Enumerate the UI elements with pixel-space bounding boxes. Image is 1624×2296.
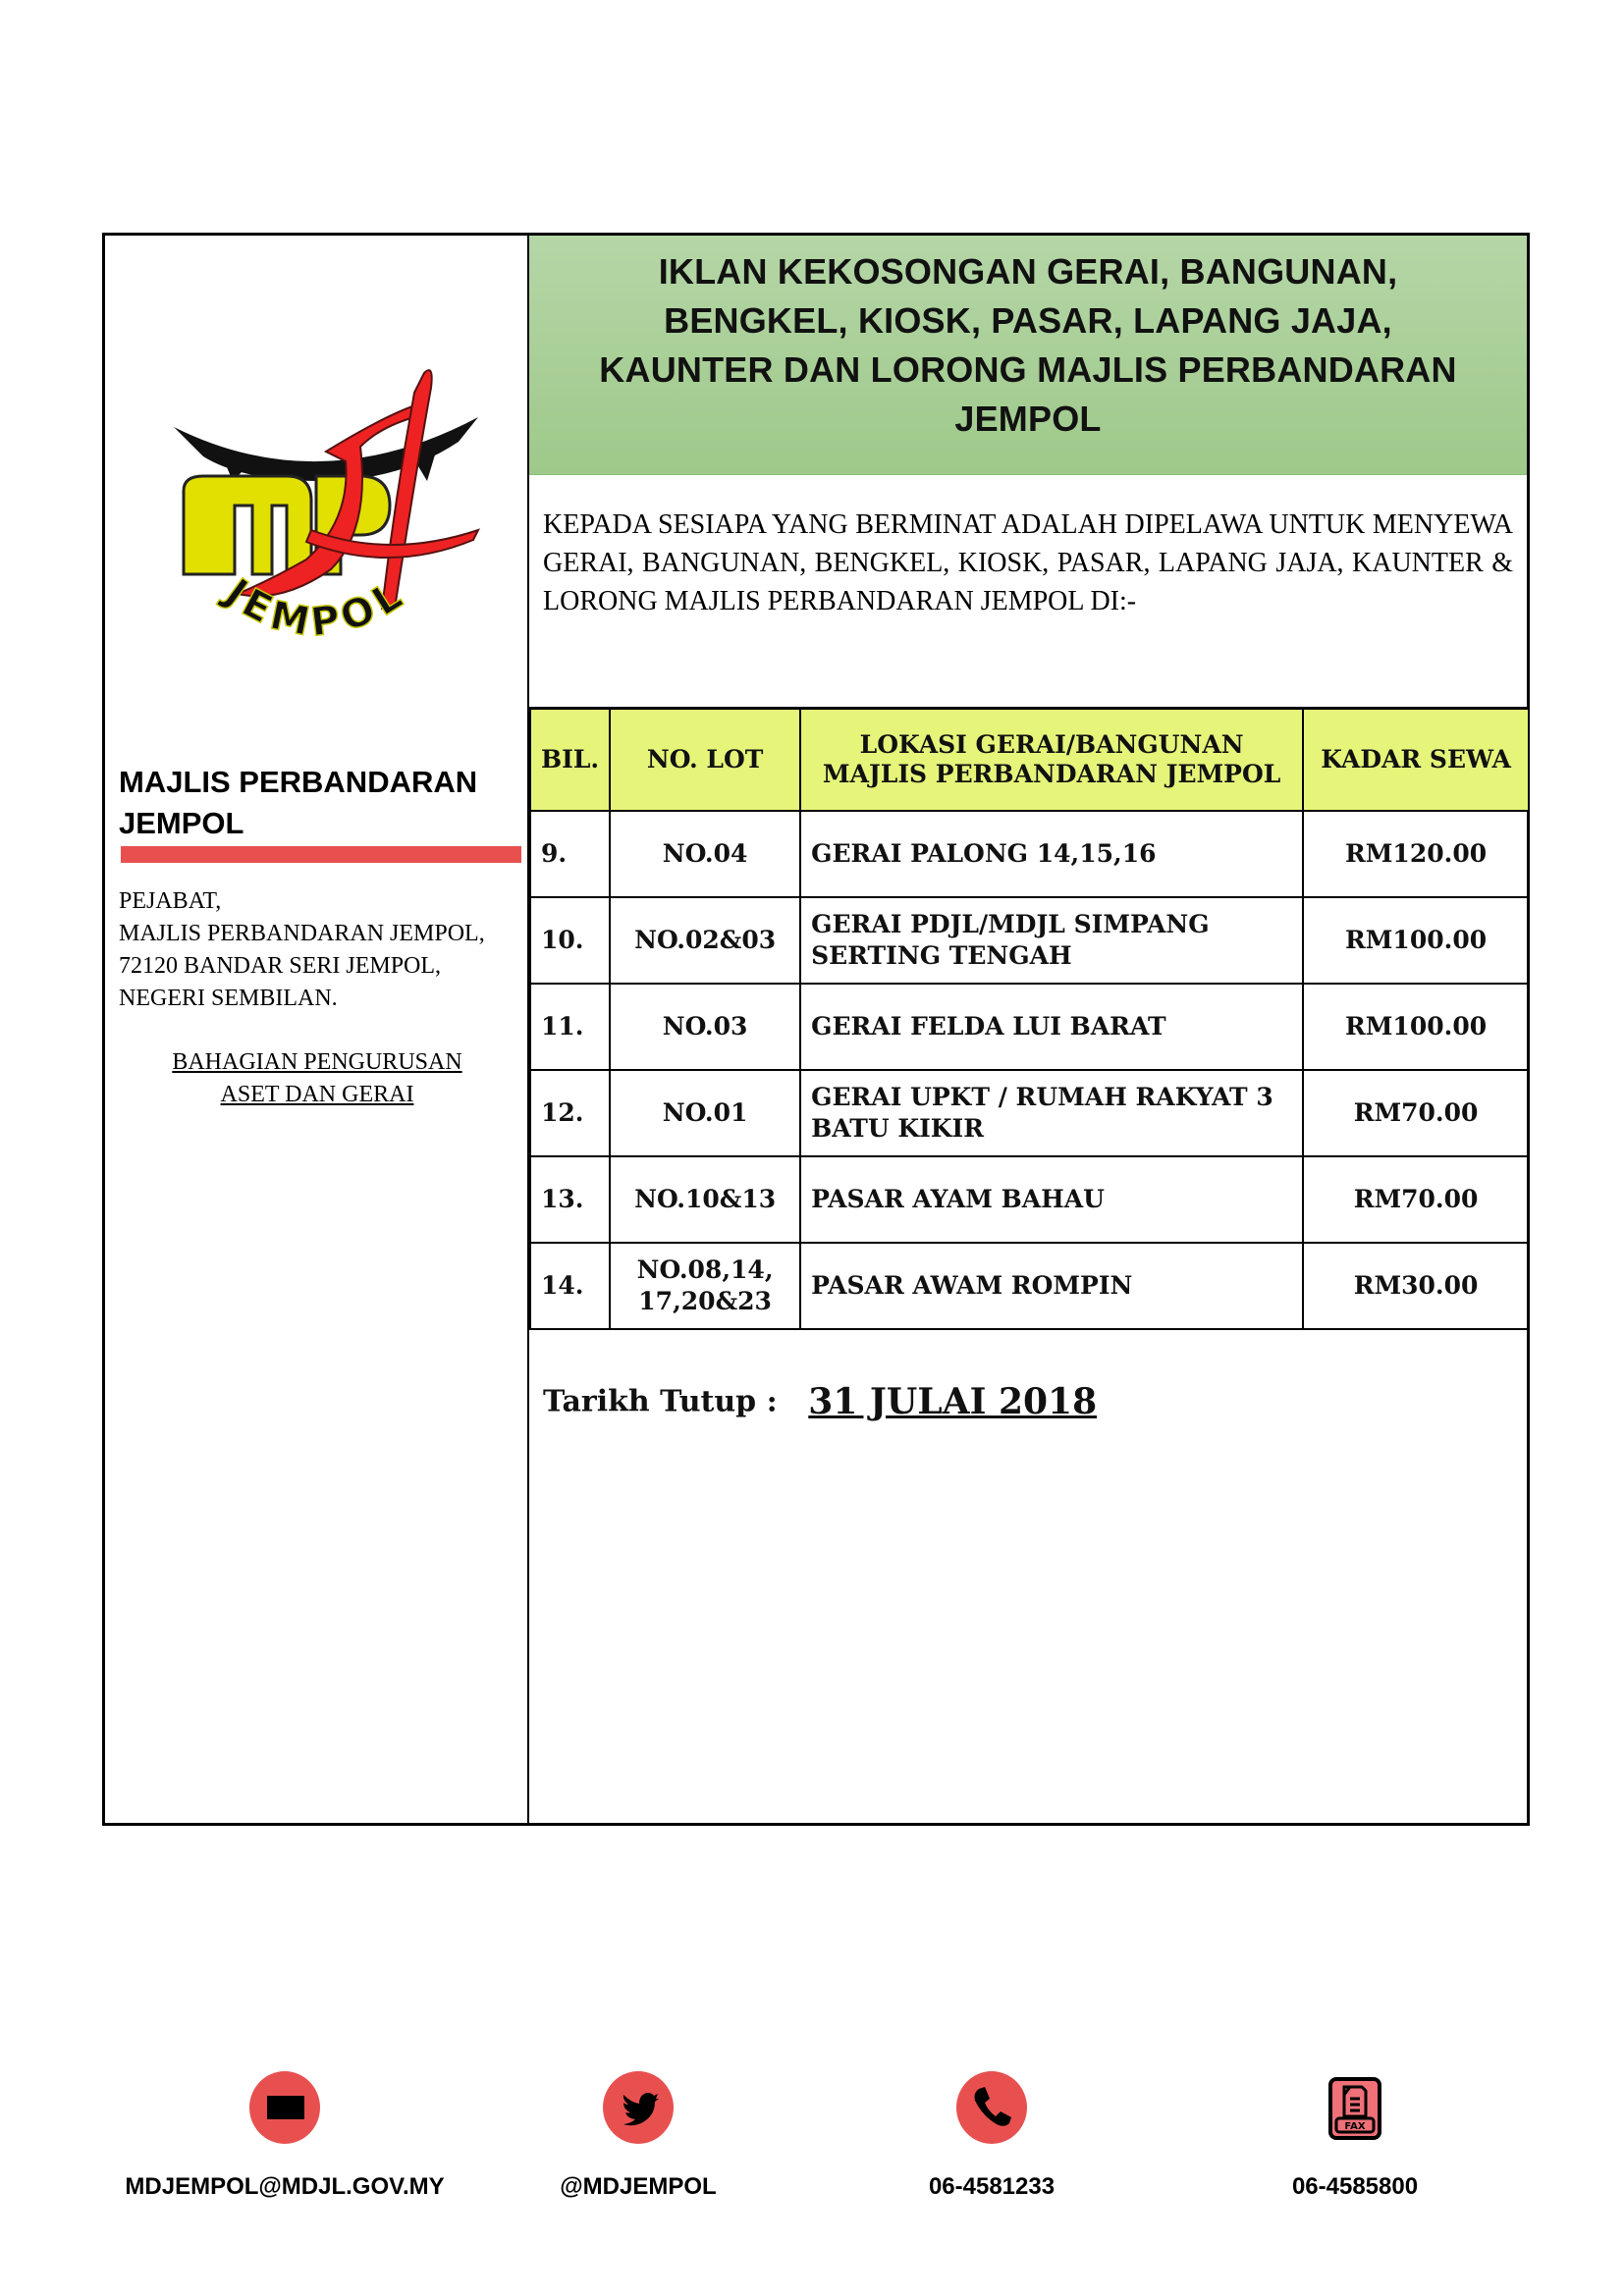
cell-bil: 14. xyxy=(530,1243,610,1329)
cell-lot: NO.02&03 xyxy=(610,897,800,984)
mpj-logo-icon xyxy=(164,334,498,667)
org-name-line1: MAJLIS PERBANDARAN xyxy=(119,765,478,799)
title-line: BENGKEL, KIOSK, PASAR, LAPANG JAJA, xyxy=(664,300,1392,341)
closing-label: Tarikh Tutup : xyxy=(543,1384,778,1419)
email-icon xyxy=(248,2071,321,2144)
division-line2: ASET DAN GERAI xyxy=(220,1082,414,1107)
address-line: PEJABAT, xyxy=(119,888,222,914)
cell-location: GERAI UPKT / RUMAH RAKYAT 3 BATU KIKIR xyxy=(800,1070,1303,1156)
phone-number[interactable]: 06-4581233 xyxy=(928,2173,1056,2200)
table-row xyxy=(530,1243,1529,1329)
address-line: NEGERI SEMBILAN. xyxy=(119,986,338,1011)
cell-bil: 9. xyxy=(530,811,610,897)
table-row xyxy=(530,811,1529,897)
cell-rate: RM30.00 xyxy=(1303,1243,1529,1329)
notice-frame xyxy=(102,233,1530,1826)
cell-location: GERAI PALONG 14,15,16 xyxy=(800,811,1303,897)
closing-date: 31 JULAI 2018 xyxy=(808,1381,1098,1422)
twitter-handle[interactable]: @MDJEMPOL xyxy=(560,2173,717,2200)
header-rate: KADAR SEWA xyxy=(1303,709,1529,812)
org-name xyxy=(119,762,512,844)
contact-twitter xyxy=(511,2071,766,2201)
division-name xyxy=(105,1046,529,1111)
email-address[interactable]: MDJEMPOL@MDJL.GOV.MY xyxy=(125,2173,445,2200)
lots-table xyxy=(529,707,1530,1330)
title-line: IKLAN KEKOSONGAN GERAI, BANGUNAN, xyxy=(658,251,1398,292)
cell-bil: 10. xyxy=(530,897,610,984)
red-divider xyxy=(121,846,521,863)
cell-rate: RM70.00 xyxy=(1303,1156,1529,1243)
contact-phone xyxy=(864,2071,1119,2201)
fax-number: 06-4585800 xyxy=(1291,2173,1419,2200)
cell-lot: NO.01 xyxy=(610,1070,800,1156)
table-header-row xyxy=(530,709,1529,812)
twitter-icon xyxy=(602,2071,675,2144)
table-row xyxy=(530,984,1529,1070)
division-line1: BAHAGIAN PENGURUSAN xyxy=(172,1049,462,1075)
table-row xyxy=(530,1156,1529,1243)
fax-icon-label: FAX xyxy=(1344,2121,1366,2132)
main-content xyxy=(529,236,1527,1823)
header-lot: NO. LOT xyxy=(610,709,800,812)
fax-icon xyxy=(1319,2071,1391,2144)
cell-rate: RM70.00 xyxy=(1303,1070,1529,1156)
table-row xyxy=(530,897,1529,984)
address-line: MAJLIS PERBANDARAN JEMPOL, xyxy=(119,921,485,946)
cell-location: GERAI PDJL/MDJL SIMPANG SERTING TENGAH xyxy=(800,897,1303,984)
cell-lot: NO.08,14, 17,20&23 xyxy=(610,1243,800,1329)
cell-location: PASAR AYAM BAHAU xyxy=(800,1156,1303,1243)
org-name-line2: JEMPOL xyxy=(119,806,244,840)
title-banner xyxy=(529,236,1527,475)
cell-rate: RM100.00 xyxy=(1303,984,1529,1070)
cell-bil: 11. xyxy=(530,984,610,1070)
cell-lot: NO.10&13 xyxy=(610,1156,800,1243)
intro-paragraph: KEPADA SESIAPA YANG BERMINAT ADALAH DIPELAWA UNTUK MENYEWA GERAI, BANGUNAN, BENGKEL, KIOSK, PASAR, LAPANG JAJA, KAUNTER & LORONG MAJLIS PERBANDARAN JEMPOL DI:- xyxy=(543,509,1513,616)
contact-fax xyxy=(1227,2071,1483,2201)
sidebar xyxy=(105,236,529,1823)
contact-email xyxy=(118,2071,452,2201)
phone-icon xyxy=(955,2071,1028,2144)
cell-location: PASAR AWAM ROMPIN xyxy=(800,1243,1303,1329)
table-row xyxy=(530,1070,1529,1156)
header-bil: BIL. xyxy=(530,709,610,812)
cell-rate: RM120.00 xyxy=(1303,811,1529,897)
cell-rate: RM100.00 xyxy=(1303,897,1529,984)
cell-lot: NO.04 xyxy=(610,811,800,897)
title-line: KAUNTER DAN LORONG MAJLIS PERBANDARAN xyxy=(599,349,1457,390)
cell-bil: 13. xyxy=(530,1156,610,1243)
page-title xyxy=(539,247,1517,444)
closing-date-block xyxy=(543,1381,1097,1422)
header-location: LOKASI GERAI/BANGUNAN MAJLIS PERBANDARAN JEMPOL xyxy=(800,709,1303,812)
address-line: 72120 BANDAR SERI JEMPOL, xyxy=(119,953,442,979)
cell-bil: 12. xyxy=(530,1070,610,1156)
title-line: JEMPOL xyxy=(954,399,1102,439)
cell-lot: NO.03 xyxy=(610,984,800,1070)
logo-word: JEMPOL xyxy=(217,569,415,647)
office-address xyxy=(119,885,551,1015)
cell-location: GERAI FELDA LUI BARAT xyxy=(800,984,1303,1070)
